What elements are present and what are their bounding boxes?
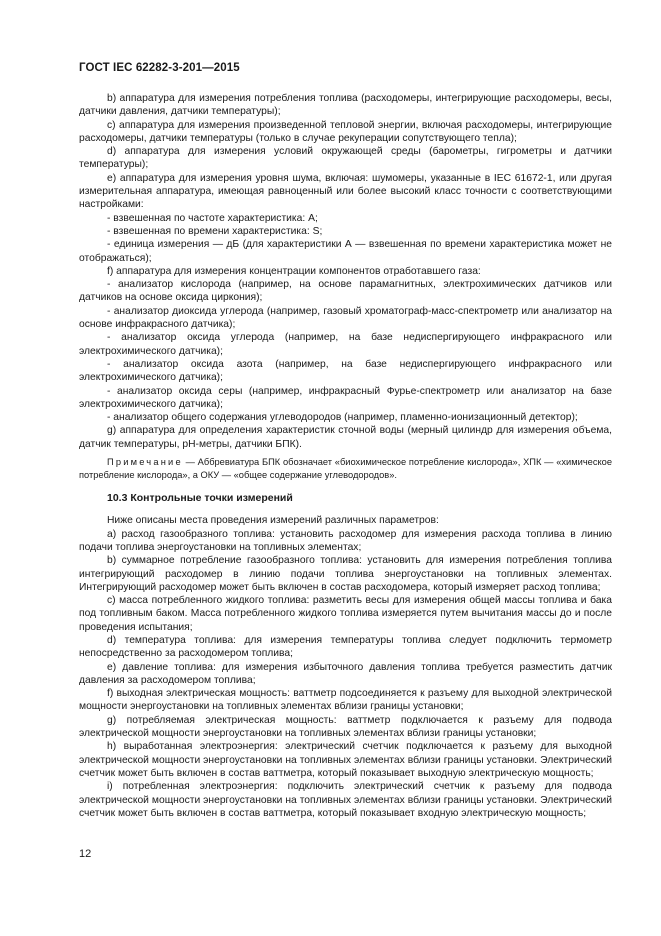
item-e-measurement-equipment: e) аппаратура для измерения уровня шума, включая: шумомеры, указанные в IEC 61672-1, или другая измерительная аппаратура, имеющая равноценный или более высокий класс точности с соответствующими настройками:: [79, 172, 612, 211]
item-f-measurement-equipment: f) аппаратура для измерения концентрации компонентов отработавшего газа:: [107, 265, 481, 277]
item-f-control-point: f) выходная электрическая мощность: ваттметр подсоединяется к разъему для выходной электрической мощности энергоустановки на топливных элементах вблизи границы установки;: [79, 688, 612, 713]
item-d-control-point: d) температура топлива: для измерения температуры топлива следует подключить термометр непосредственно за расходомером топлива;: [79, 634, 612, 660]
note: [79, 456, 612, 481]
item-g-control-point: g) потребляемая электрическая мощность: ваттметр подключается к разъему для подвода электрической мощности энергоустановки на топливных элементах вблизи границы установки;: [79, 714, 612, 740]
item-c-measurement-equipment: c) аппаратура для измерения произведенной тепловой энергии, включая расходомеры, интегрирующие расходомеры, датчики температуры (только в случае рекуперации сопутствующего тепла);: [79, 119, 612, 144]
dash-item: - единица измерения — дБ (для характеристики А — взвешенная по времени характеристика может не отображаться);: [79, 239, 612, 264]
note-label: Примечание: [107, 457, 183, 468]
paragraph: Ниже описаны места проведения измерений различных параметров:: [107, 515, 439, 527]
item-g-measurement-equipment: g) аппаратура для определения характеристик сточной воды (мерный цилиндр для измерения объема, датчик температуры, pH-метры, датчики БПК).: [79, 425, 612, 450]
item-a-control-point: a) расход газообразного топлива: установить расходомер для измерения расхода топлива в линию подачи топлива энергоустановки на топливных элементах;: [79, 528, 612, 553]
item-c-control-point: c) масса потребленного жидкого топлива: разметить весы для измерения общей массы топлива и бака под топливным баком. Масса потребленного жидкого топлива измеряется путем вычитания массы до и после проведения испытания;: [79, 595, 612, 633]
dash-item: - взвешенная по частоте характеристика: А;: [107, 212, 318, 224]
item-e-control-point: e) давление топлива: для измерения избыточного давления топлива требуется разместить датчик давления за расходомером топлива;: [79, 661, 612, 686]
dash-item: - взвешенная по времени характеристика: S;: [107, 225, 323, 237]
dash-item: - анализатор общего содержания углеводородов (например, пламенно-ионизационный детектор);: [107, 412, 578, 424]
dash-item: - анализатор оксида серы (например, инфракрасный Фурье-спектрометр или анализатор на базе электрохимического датчика);: [79, 385, 612, 410]
dash-item: - анализатор диоксида углерода (например, газовый хроматограф-масс-спектрометр или анализатор на основе инфракрасного датчика);: [79, 305, 612, 331]
item-b-measurement-equipment: b) аппаратура для измерения потребления топлива (расходомеры, интегрирующие расходомеры, весы, датчики давления, датчики температуры);: [79, 93, 612, 118]
document-header: ГОСТ IEC 62282-3-201—2015: [79, 62, 240, 74]
item-i-control-point: i) потребленная электроэнергия: подключить электрический счетчик к разъему для подвода электрической мощности энергоустановки на топливных элементах вблизи границы установки. Электрический счетчик может быть включен в состав ваттметра, который показывает входную электрическую мощность;: [79, 781, 612, 819]
item-b-control-point: b) суммарное потребление газообразного топлива: установить для измерения потребления топлива интегрирующий расходомер в линию подачи топлива энергоустановки на топливных элементах. Интегрирующий расходомер может быть включен в состав расходомера, который измеряет расход топлива;: [79, 555, 612, 593]
page-number: 12: [79, 848, 92, 860]
page-body: [79, 92, 612, 820]
item-d-measurement-equipment: d) аппаратура для измерения условий окружающей среды (барометры, гигрометры и датчики температуры);: [79, 146, 612, 171]
dash-item: - анализатор оксида азота (например, на базе недиспергирующего инфракрасного или электрохимического датчика);: [79, 358, 612, 384]
item-h-control-point: h) выработанная электроэнергия: электрический счетчик подключается к разъему для выходной электрической мощности энергоустановки на топливных элементах вблизи границы установки. Электрический счетчик может быть включен в состав ваттметра, который показывает выходную электрическую мощность;: [79, 741, 612, 779]
section-heading: 10.3 Контрольные точки измерений: [107, 492, 293, 505]
dash-item: - анализатор кислорода (например, на основе парамагнитных, электрохимических датчиков или датчиков на основе оксида циркония);: [79, 279, 612, 304]
note-text: — Аббревиатура БПК обозначает «биохимическое потребление кислорода», ХПК — «химическое потребление кислорода», а ОКУ — «общее содержание углеводородов».: [79, 457, 612, 480]
dash-item: - анализатор оксида углерода (например, на базе недиспергирующего инфракрасного или электрохимического датчика);: [79, 332, 612, 357]
